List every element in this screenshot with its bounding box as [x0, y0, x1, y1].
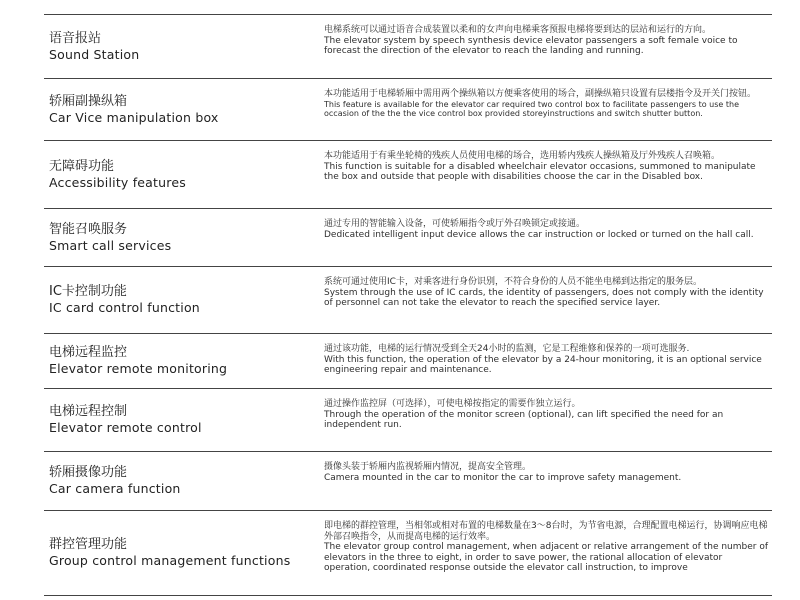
feature-title	[44, 452, 324, 510]
feature-row-car-camera	[44, 451, 772, 510]
feature-desc-zh: 通过该功能，电梯的运行情况受到全天24小时的监测，它是工程维修和保养的一项可选服务.	[324, 344, 690, 354]
feature-title-en: Elevator remote control	[49, 420, 202, 435]
feature-row-ic-card	[44, 266, 772, 333]
feature-desc-zh: 本功能适用于电梯轿厢中需用两个操纵箱以方便乘客使用的场合，副操纵箱只设置有层楼指令及开关门按钮。	[324, 89, 757, 99]
feature-title-en: Car Vice manipulation box	[49, 109, 219, 125]
feature-description	[324, 141, 772, 208]
feature-title	[44, 209, 324, 266]
feature-title	[44, 511, 324, 595]
feature-desc-en: With this function, the operation of the elevator by a 24-hour monitoring, it is an optional service engineering repair and maintenance.	[324, 354, 762, 375]
feature-desc-en: This function is suitable for a disabled wheelchair elevator occasions, summoned to manipulate the box and outside that people with disabilities choose the car in the Disabled box.	[324, 161, 756, 182]
feature-description	[324, 452, 772, 510]
feature-description	[324, 267, 772, 333]
feature-desc-zh: 摄像头装于轿厢内监视轿厢内情况，提高安全管理。	[324, 462, 532, 472]
feature-title-en: Accessibility features	[49, 174, 186, 190]
feature-title	[44, 389, 324, 451]
feature-row-remote-control	[44, 388, 772, 451]
feature-description	[324, 209, 772, 266]
feature-desc-zh: 系统可通过使用IC卡，对乘客进行身份识别，不符合身份的人员不能坐电梯到达指定的服务层。	[324, 277, 702, 287]
feature-title-zh: 群控管理功能	[49, 537, 128, 552]
feature-desc-en: System through the use of IC cards, the identity of passengers, does not comply with the identity of personnel can not take the elevator to reach the specified service layer.	[324, 287, 764, 308]
feature-title-zh: 语音报站	[49, 30, 102, 46]
feature-desc-zh: 电梯系统可以通过语音合成装置以柔和的女声向电梯乘客预报电梯将要到达的层站和运行的方向。	[324, 25, 712, 35]
feature-title-zh: 无障碍功能	[49, 158, 115, 174]
feature-desc-zh: 即电梯的群控管理，当相邻或相对布置的电梯数量在3～8台时，为节省电源，合理配置电梯运行，协调响应电梯外部召唤指令，从而提高电梯的运行效率。	[324, 521, 768, 542]
feature-desc-zh: 本功能适用于有乘坐轮椅的残疾人员使用电梯的场合，选用轿内残疾人操纵箱及厅外残疾人召唤箱。	[324, 151, 721, 161]
feature-description	[324, 79, 772, 140]
feature-title-en: Smart call services	[49, 237, 172, 253]
feature-desc-en: Dedicated intelligent input device allows the car instruction or locked or turned on the hall call.	[324, 229, 754, 240]
feature-title-en: Sound Station	[49, 46, 140, 62]
feature-title	[44, 15, 324, 78]
feature-row-accessibility	[44, 140, 772, 208]
feature-title-en: IC card control function	[49, 300, 200, 315]
feature-title-zh: 轿厢副操纵箱	[49, 93, 128, 109]
feature-desc-en: This feature is available for the elevator car required two control box to facilitate passengers to use the occasion of the the the vice control box provided storeyinstructions and switch shutter button.	[324, 99, 739, 118]
feature-title-en: Elevator remote monitoring	[49, 361, 228, 376]
feature-row-remote-monitoring	[44, 333, 772, 388]
feature-desc-en: The elevator system by speech synthesis device elevator passengers a soft female voice to forecast the direction of the elevator to reach the landing and running.	[324, 35, 738, 56]
feature-desc-zh: 通过专用的智能输入设备，可使轿厢指令或厅外召唤锁定或接通。	[324, 219, 586, 229]
feature-title-zh: 电梯远程监控	[49, 345, 128, 360]
feature-row-smart-call	[44, 208, 772, 266]
feature-row-sound-station	[44, 14, 772, 78]
feature-title-zh: 轿厢摄像功能	[49, 465, 128, 480]
feature-table	[44, 14, 772, 596]
feature-title-zh: 智能召唤服务	[49, 221, 128, 237]
feature-desc-en: Through the operation of the monitor screen (optional), can lift specified the need for an independent run.	[324, 409, 724, 430]
feature-description	[324, 15, 772, 78]
feature-description	[324, 511, 772, 595]
feature-title	[44, 79, 324, 140]
feature-desc-zh: 通过操作监控屏（可选择），可使电梯按指定的需要作独立运行。	[324, 399, 581, 409]
feature-title-zh: 电梯远程控制	[49, 404, 128, 419]
feature-title-zh: IC卡控制功能	[49, 284, 127, 299]
feature-title-en: Car camera function	[49, 481, 181, 496]
feature-title	[44, 267, 324, 333]
feature-desc-en: The elevator group control management, when adjacent or relative arrangement of the number of elevators in the three to eight, in order to save power, the rational allocation of elevator operation, coordinated response outside the elevator call instruction, to improve	[324, 542, 768, 573]
feature-row-group-control	[44, 510, 772, 596]
feature-desc-en: Camera mounted in the car to monitor the car to improve safety management.	[324, 472, 682, 483]
feature-title	[44, 334, 324, 388]
feature-row-car-vice-box	[44, 78, 772, 140]
feature-description	[324, 334, 772, 388]
feature-title	[44, 141, 324, 208]
feature-title-en: Group control management functions	[49, 553, 291, 568]
feature-description	[324, 389, 772, 451]
